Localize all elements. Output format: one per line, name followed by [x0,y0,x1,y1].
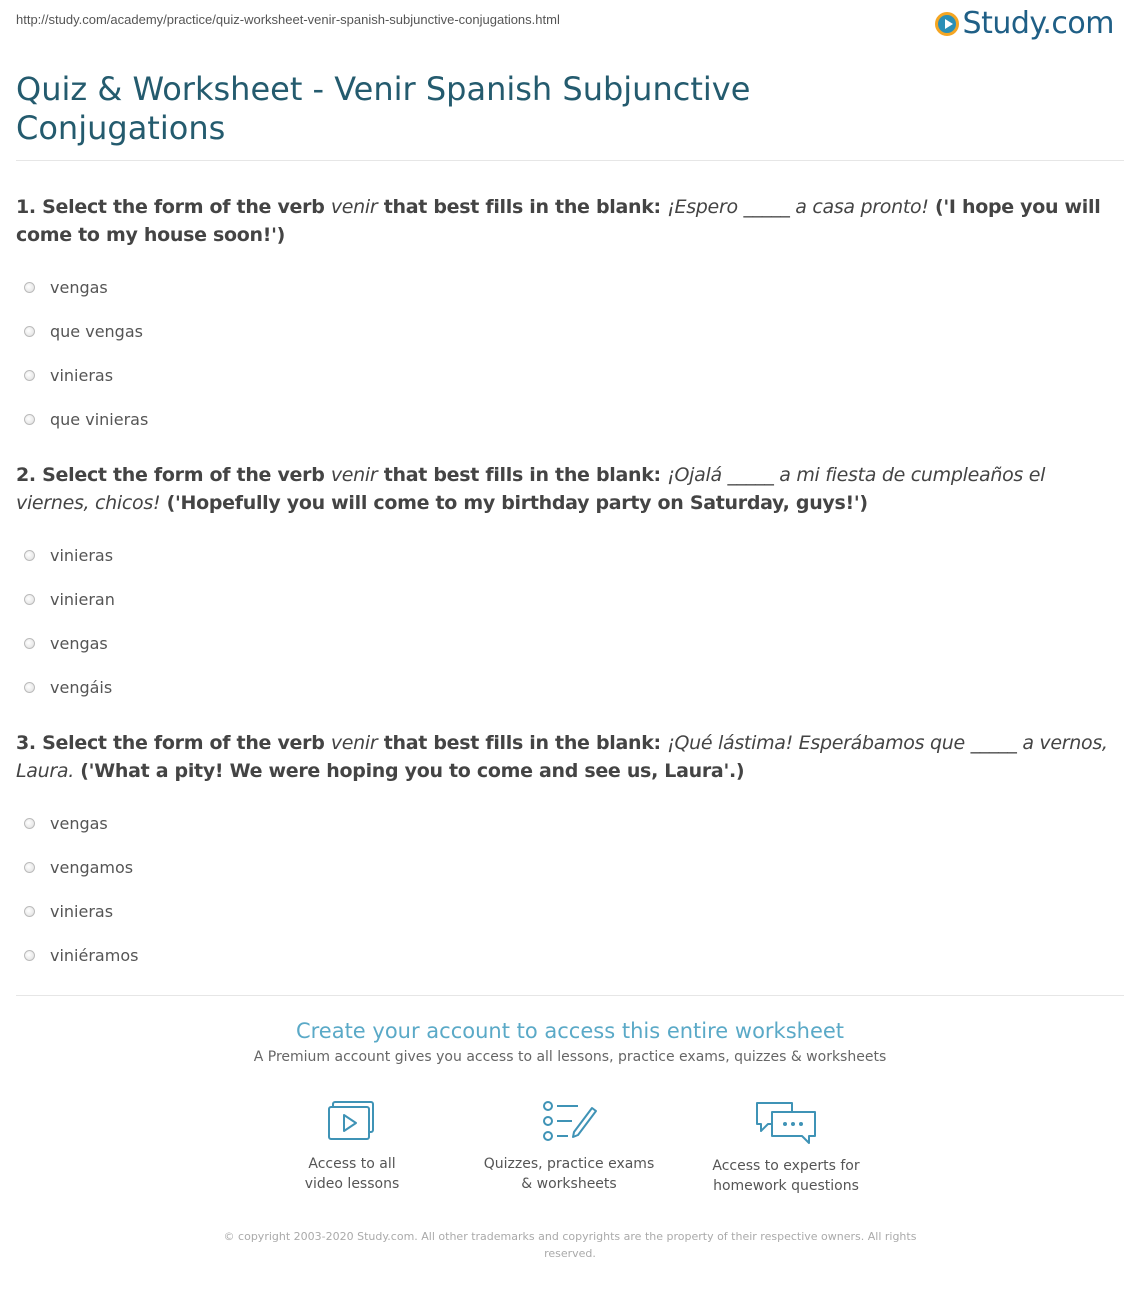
question-middle: that best fills in the blank: [383,196,661,218]
cta-subtitle: A Premium account gives you access to all lessons, practice exams, quizzes & worksheets [253,1049,887,1065]
page-title: Quiz & Worksheet - Venir Spanish Subjunctive Conjugations [16,70,751,147]
radio-button[interactable] [24,818,35,829]
question-middle: that best fills in the blank: [383,464,661,486]
radio-button[interactable] [24,906,35,917]
question-text [16,729,1116,785]
chat-bubbles-icon [754,1100,818,1146]
option-label: vengas [50,633,108,653]
feature-video-lessons [252,1100,452,1194]
option-label: vinieras [50,365,114,385]
answer-option[interactable] [16,845,1116,889]
answer-option[interactable] [16,533,1116,577]
option-label: vinieras [50,545,114,565]
feature-label: Access to experts for homework questions [712,1158,860,1194]
answer-option[interactable] [16,621,1116,665]
question-verb: venir [330,732,378,754]
answer-option[interactable] [16,577,1116,621]
video-lessons-icon [325,1100,379,1144]
option-label: vinieran [50,589,115,609]
answer-option[interactable] [16,353,1116,397]
answer-option[interactable] [16,265,1116,309]
feature-label: Access to all video lessons [304,1156,400,1192]
radio-button[interactable] [24,638,35,649]
question-translation: ('I hope you will come to my house soon!') [16,196,1101,246]
quiz-checklist-icon [540,1100,598,1144]
question-translation: ('What a pity! We were hoping you to come and see us, Laura'.) [80,760,745,782]
feature-label: Quizzes, practice exams & worksheets [483,1156,655,1192]
option-label: vengamos [50,857,134,877]
option-label: vengáis [50,677,113,697]
answer-option[interactable] [16,665,1116,709]
option-label: que vinieras [50,409,149,429]
question-sentence: ¡Qué lástima! Esperábamos que _____ a vernos, Laura. [16,732,1108,782]
question-translation: ('Hopefully you will come to my birthday party on Saturday, guys!') [166,492,868,514]
option-label: que vengas [50,321,143,341]
option-label: vengas [50,813,108,833]
feature-experts [686,1100,886,1196]
question-1 [16,193,1116,441]
question-sentence: ¡Espero _____ a casa pronto! [667,196,929,218]
answer-option[interactable] [16,801,1116,845]
answer-options [16,533,1116,709]
radio-button[interactable] [24,282,35,293]
question-prefix: Select the form of the verb [42,196,325,218]
cta-title-link[interactable]: Create your account to access this entire worksheet [295,1019,845,1043]
radio-button[interactable] [24,682,35,693]
question-prefix: Select the form of the verb [42,464,325,486]
option-label: vinieras [50,901,114,921]
question-number: 2. [16,464,36,486]
answer-options [16,801,1116,977]
option-label: viniéramos [50,945,139,965]
page-url: http://study.com/academy/practice/quiz-worksheet-venir-spanish-subjunctive-conjugations.html [16,12,560,27]
radio-button[interactable] [24,414,35,425]
option-label: vengas [50,277,108,297]
question-sentence: ¡Ojalá _____ a mi fiesta de cumpleaños el viernes, chicos! [16,464,1046,514]
title-divider [16,160,1124,161]
radio-button[interactable] [24,550,35,561]
question-text [16,461,1116,517]
answer-option[interactable] [16,933,1116,977]
radio-button[interactable] [24,370,35,381]
question-2 [16,461,1116,709]
answer-options [16,265,1116,441]
cta-divider [16,995,1124,996]
question-verb: venir [330,464,378,486]
radio-button[interactable] [24,950,35,961]
feature-quizzes [469,1100,669,1194]
radio-button[interactable] [24,594,35,605]
question-text [16,193,1116,249]
answer-option[interactable] [16,309,1116,353]
radio-button[interactable] [24,326,35,337]
question-middle: that best fills in the blank: [383,732,661,754]
copyright-text: © copyright 2003-2020 Study.com. All other trademarks and copyrights are the property of their respective owners. All rights reserved. [223,1230,917,1260]
answer-option[interactable] [16,889,1116,933]
study-logo[interactable] [935,6,1114,41]
answer-option[interactable] [16,397,1116,441]
question-3 [16,729,1116,977]
question-verb: venir [330,196,378,218]
logo-text: Study.com [962,6,1114,41]
question-number: 3. [16,732,36,754]
question-prefix: Select the form of the verb [42,732,325,754]
play-logo-icon [935,12,959,36]
question-number: 1. [16,196,36,218]
radio-button[interactable] [24,862,35,873]
